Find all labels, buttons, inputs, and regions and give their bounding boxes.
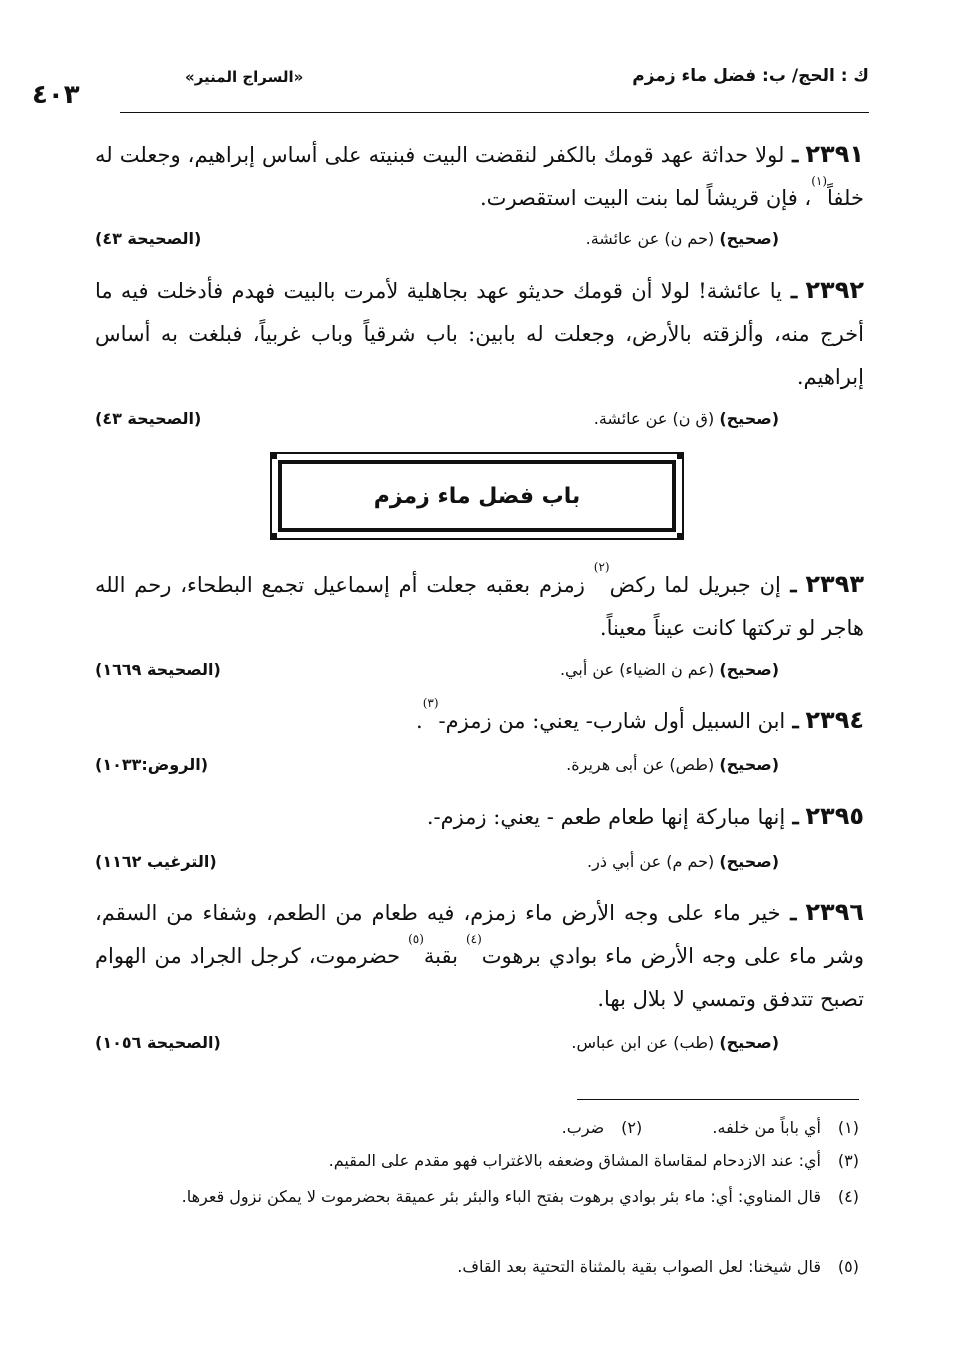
grade: صحيح: [726, 409, 772, 428]
footnote-3: [80, 1144, 859, 1177]
hadith-grade-row: (صحيح) (طب) عن ابن عباس. (الصحيحة ١٠٥٦): [95, 1033, 779, 1052]
hadith-grade-row: (صحيح) (حم ن) عن عائشة. (الصحيحة ٤٣): [95, 229, 779, 248]
reference: (الروض:١٠٣٣): [95, 755, 208, 774]
header-rule: [120, 112, 869, 113]
footnote-marker[interactable]: (٤): [465, 932, 482, 946]
footnote-number: (٥): [837, 1257, 859, 1276]
grade: صحيح: [726, 660, 772, 679]
dash: ـ: [784, 142, 799, 167]
hadith-2394: [95, 696, 864, 743]
footnote-number: (٣): [837, 1151, 859, 1170]
running-header-title: ك : الحج/ ب: فضل ماء زمزم: [632, 66, 869, 86]
reference: (الصحيحة ١٦٦٩): [95, 660, 221, 679]
footnote-marker[interactable]: (٢): [593, 560, 610, 574]
chapter-title: باب فضل ماء زمزم: [373, 483, 581, 509]
grade: صحيح: [726, 1033, 772, 1052]
footnote-5: [80, 1250, 859, 1283]
footnote-text: قال شيخنا: لعل الصواب بقية بالمثناة التحتية بعد القاف.: [457, 1257, 821, 1276]
reference: (الصحيحة ٤٣): [95, 409, 202, 428]
running-header-book: «السراج المنير»: [185, 68, 304, 86]
footnote-4: [80, 1180, 859, 1213]
hadith-number: ٢٣٩٣: [805, 570, 864, 598]
hadith-grade-row: (صحيح) (حم م) عن أبي ذر. (الترغيب ١١٦٢): [95, 852, 779, 871]
hadith-number: ٢٣٩٥: [805, 802, 864, 830]
hadith-number: ٢٣٩٢: [805, 276, 864, 304]
footnote-text: أي: عند الازدحام لمقاساة المشاق وضعفه بالاغتراب فهو مقدم على المقيم.: [328, 1151, 821, 1170]
source: (طص) عن أبى هريرة.: [566, 755, 715, 774]
hadith-text: حضرموت، كرجل الجراد من الهوام تصبح تتدفق وتمسي لا بلال بها.: [95, 944, 864, 1011]
chapter-heading-box: [270, 452, 684, 540]
hadith-2391: [95, 133, 864, 220]
source: (عم ن الضياء) عن أبي.: [559, 660, 715, 679]
hadith-2396: [95, 891, 864, 1021]
dash: ـ: [785, 804, 799, 829]
hadith-2393: [95, 560, 864, 650]
hadith-number: ٢٣٩١: [805, 140, 864, 168]
footnote-marker[interactable]: (٣): [422, 696, 439, 710]
footnote-text: أي باباً من خلفه.: [712, 1118, 821, 1137]
hadith-2392: [95, 269, 864, 399]
hadith-text: خير ماء على وجه الأرض ماء زمزم، فيه طعام من الطعم، وشفاء من السقم، وشر ماء على وجه الأرض ماء بوادي برهوت: [95, 901, 864, 968]
footnote-number: (٢): [621, 1118, 643, 1137]
footnote-marker[interactable]: (٥): [408, 932, 424, 946]
footnote-separator: [577, 1099, 859, 1100]
hadith-text: ، فإن قريشاً لما بنت البيت استقصرت.: [480, 186, 812, 210]
hadith-text: إن جبريل لما ركض: [609, 573, 781, 597]
hadith-text: زمزم بعقبه جعلت أم إسماعيل تجمع البطحاء، رحم الله هاجر لو تركتها كانت عيناً معيناً.: [95, 573, 864, 640]
grade: صحيح: [726, 755, 772, 774]
hadith-grade-row: (صحيح) (طص) عن أبى هريرة. (الروض:١٠٣٣): [95, 755, 779, 774]
source: (حم ن) عن عائشة.: [585, 229, 715, 248]
hadith-number: ٢٣٩٤: [805, 706, 864, 734]
hadith-text: لولا حداثة عهد قومك بالكفر لنقضت البيت فبنيته على أساس إبراهيم، وجعلت له خلفاً: [95, 143, 864, 210]
hadith-number: ٢٣٩٦: [805, 898, 864, 926]
hadith-grade-row: (صحيح) (ق ن) عن عائشة. (الصحيحة ٤٣): [95, 409, 779, 428]
footnote-text: ضرب.: [561, 1118, 605, 1137]
hadith-text: .: [416, 709, 423, 733]
grade: صحيح: [726, 229, 772, 248]
reference: (الترغيب ١١٦٢): [95, 852, 217, 871]
hadith-2395: [95, 795, 864, 839]
dash: ـ: [785, 708, 799, 733]
footnote-text: قال المناوي: أي: ماء بئر بوادي برهوت بفتح الباء والبئر بئر عميقة بحضرموت لا يمكن نزول قعرها.: [181, 1187, 821, 1206]
hadith-text: ابن السبيل أول شارب- يعني: من زمزم-: [438, 709, 786, 733]
hadith-grade-row: (صحيح) (عم ن الضياء) عن أبي. (الصحيحة ١٦٦٩): [95, 660, 779, 679]
grade: صحيح: [726, 852, 772, 871]
page-number: ٤٠٣: [32, 80, 80, 110]
dash: ـ: [780, 900, 797, 925]
footnote-1-2: [80, 1111, 859, 1144]
dash: ـ: [780, 572, 797, 597]
reference: (الصحيحة ٤٣): [95, 229, 202, 248]
footnote-number: (٤): [837, 1187, 859, 1206]
reference: (الصحيحة ١٠٥٦): [95, 1033, 221, 1052]
footnote-number: (١): [837, 1118, 859, 1137]
source: (حم م) عن أبي ذر.: [587, 852, 715, 871]
hadith-text: إنها مباركة إنها طعام طعم - يعني: زمزم-.: [426, 805, 786, 829]
hadith-text: يا عائشة! لولا أن قومك حديثو عهد بجاهلية لأمرت بالبيت فهدم فأدخلت فيه ما أخرج منه، وألزقته بالأرض، وجعلت له بابين: باب شرقياً وباب غربياً، فبلغت به أساس إبراهيم.: [95, 279, 864, 389]
source: (ق ن) عن عائشة.: [593, 409, 715, 428]
dash: ـ: [782, 278, 798, 303]
footnote-marker[interactable]: (١): [811, 174, 828, 188]
hadith-text: بقبة: [423, 944, 466, 968]
source: (طب) عن ابن عباس.: [571, 1033, 715, 1052]
